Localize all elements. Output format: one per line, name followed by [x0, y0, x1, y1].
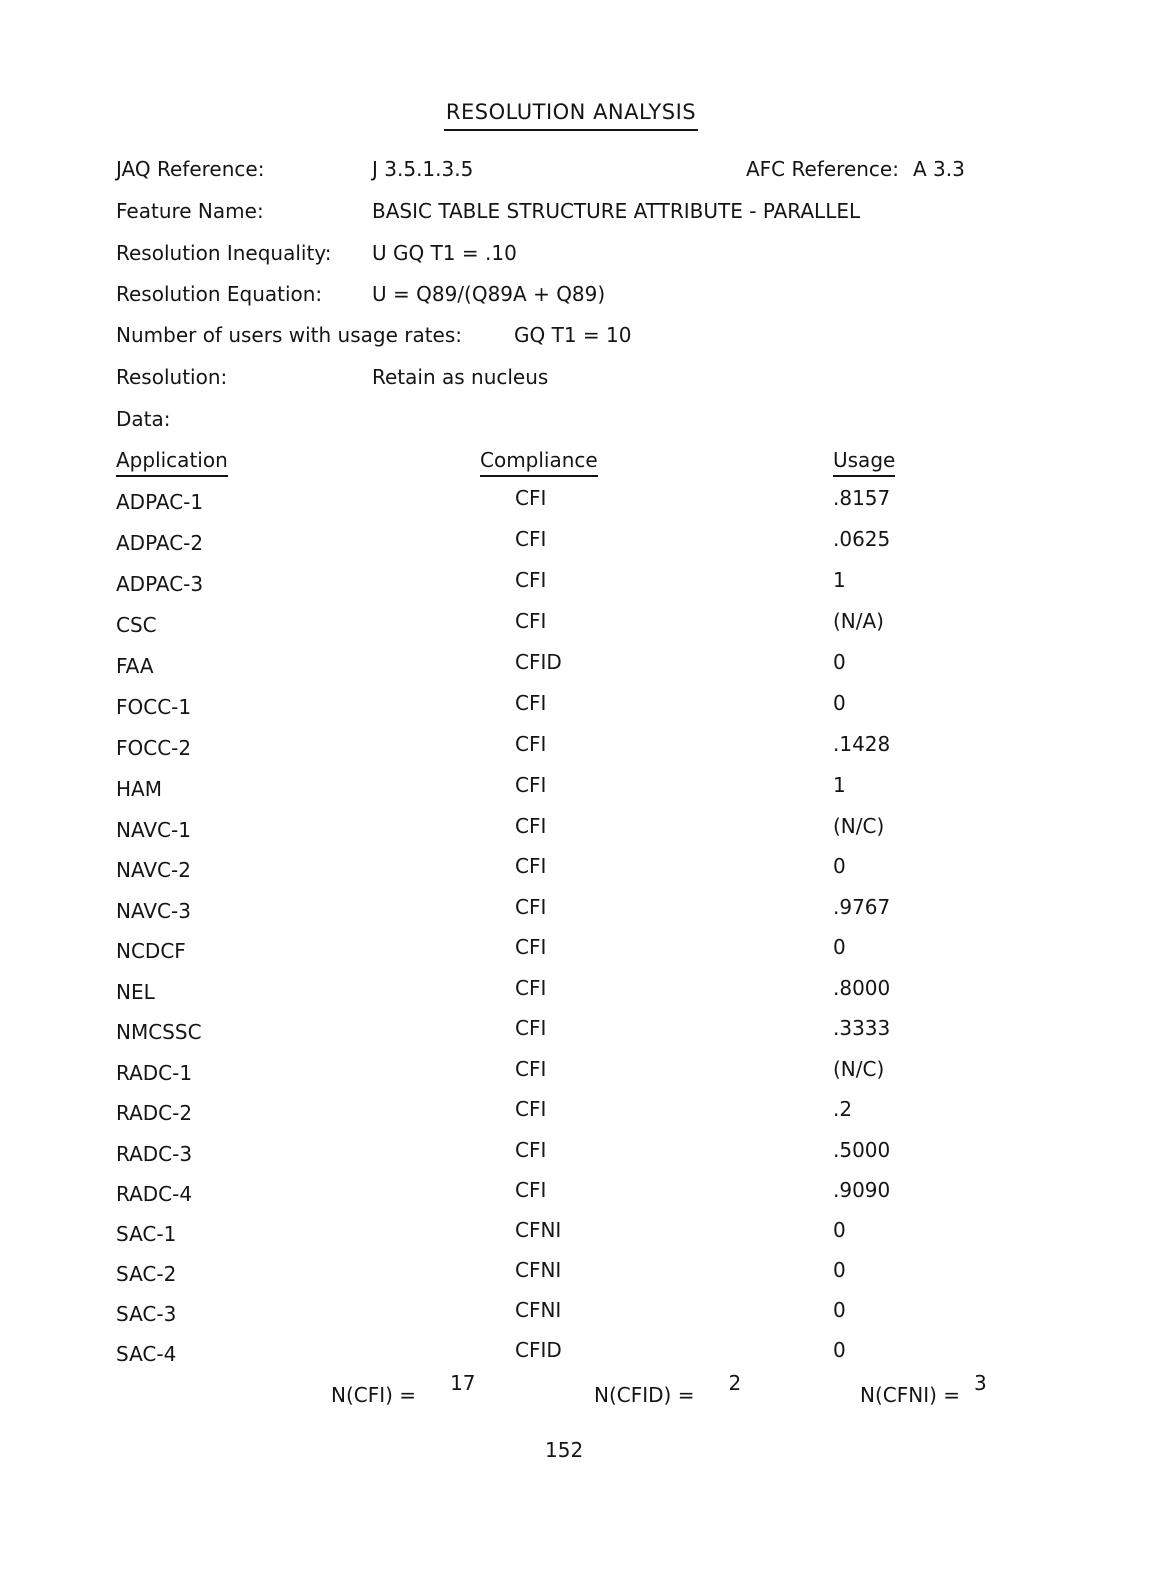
table-row	[0, 935, 1167, 971]
cell-compliance: CFNI	[515, 1298, 562, 1322]
cell-application: SAC-4	[116, 1342, 177, 1366]
cell-usage: .5000	[833, 1138, 891, 1162]
cell-compliance: CFNI	[515, 1218, 562, 1242]
cell-application: NAVC-1	[116, 818, 191, 842]
table-row	[0, 691, 1167, 727]
cell-application: RADC-2	[116, 1101, 193, 1125]
cell-application: ADPAC-1	[116, 490, 204, 514]
cell-compliance: CFI	[515, 814, 547, 838]
cell-usage: (N/C)	[833, 1057, 885, 1081]
table-row	[0, 814, 1167, 850]
total-cfi-value: 17	[450, 1371, 476, 1395]
table-row	[0, 773, 1167, 809]
table-row	[0, 1097, 1167, 1133]
cell-usage: 0	[833, 691, 846, 715]
cell-compliance: CFI	[515, 1178, 547, 1202]
cell-usage: 0	[833, 1298, 846, 1322]
cell-application: ADPAC-2	[116, 531, 204, 555]
page-title	[0, 100, 1142, 131]
page-number: 152	[545, 1438, 584, 1462]
cell-application: FOCC-1	[116, 695, 192, 719]
cell-usage: 0	[833, 935, 846, 959]
cell-application: FOCC-2	[116, 736, 192, 760]
cell-application: SAC-1	[116, 1222, 177, 1246]
cell-usage: 0	[833, 1218, 846, 1242]
total-cfid-value: 2	[728, 1371, 742, 1395]
total-cfid	[594, 1371, 742, 1407]
cell-compliance: CFI	[515, 486, 547, 510]
resolution-inequality-value: U GQ T1 = .10	[372, 241, 517, 265]
table-row	[0, 1057, 1167, 1093]
table-row	[0, 1138, 1167, 1174]
total-cfi	[331, 1371, 476, 1407]
table-row	[0, 1258, 1167, 1294]
cell-compliance: CFI	[515, 854, 547, 878]
cell-usage: .8157	[833, 486, 891, 510]
cell-usage: (N/A)	[833, 609, 884, 633]
table-row	[0, 854, 1167, 890]
users-with-usage-label: Number of users with usage rates:	[116, 323, 463, 347]
feature-name-label: Feature Name:	[116, 199, 264, 223]
table-row	[0, 1298, 1167, 1334]
table-row	[0, 609, 1167, 645]
cell-usage: 0	[833, 1338, 846, 1362]
cell-application: RADC-1	[116, 1061, 193, 1085]
cell-compliance: CFI	[515, 609, 547, 633]
column-header-usage: Usage	[833, 448, 895, 477]
afc-reference-label: AFC Reference:	[746, 157, 899, 181]
table-row	[0, 650, 1167, 686]
jaq-reference-value: J 3.5.1.3.5	[372, 157, 474, 181]
table-row	[0, 1338, 1167, 1374]
cell-application: ADPAC-3	[116, 572, 204, 596]
total-cfni	[860, 1371, 987, 1407]
cell-compliance: CFI	[515, 1097, 547, 1121]
cell-compliance: CFI	[515, 1016, 547, 1040]
table-row	[0, 732, 1167, 768]
cell-usage: .1428	[833, 732, 891, 756]
cell-compliance: CFI	[515, 773, 547, 797]
cell-application: NAVC-2	[116, 858, 191, 882]
data-label: Data:	[116, 407, 171, 431]
cell-compliance: CFI	[515, 568, 547, 592]
cell-usage: (N/C)	[833, 814, 885, 838]
cell-usage: 1	[833, 568, 846, 592]
total-cfni-value: 3	[974, 1371, 987, 1395]
table-row	[0, 527, 1167, 563]
feature-name-value: BASIC TABLE STRUCTURE ATTRIBUTE - PARALLEL	[372, 199, 861, 223]
cell-application: NCDCF	[116, 939, 186, 963]
page-title-text: RESOLUTION ANALYSIS	[444, 100, 698, 131]
cell-application: SAC-2	[116, 1262, 177, 1286]
cell-compliance: CFI	[515, 935, 547, 959]
cell-compliance: CFNI	[515, 1258, 562, 1282]
cell-application: RADC-4	[116, 1182, 193, 1206]
resolution-equation-label: Resolution Equation:	[116, 282, 323, 306]
table-row	[0, 1016, 1167, 1052]
cell-application: CSC	[116, 613, 157, 637]
cell-usage: 0	[833, 854, 846, 878]
cell-compliance: CFI	[515, 732, 547, 756]
cell-application: NEL	[116, 980, 155, 1004]
cell-compliance: CFID	[515, 1338, 562, 1362]
cell-usage: .9090	[833, 1178, 891, 1202]
resolution-label: Resolution:	[116, 365, 228, 389]
table-row	[0, 976, 1167, 1012]
cell-application: FAA	[116, 654, 154, 678]
table-row	[0, 1178, 1167, 1214]
cell-compliance: CFI	[515, 895, 547, 919]
users-with-usage-value: GQ T1 = 10	[514, 323, 632, 347]
total-cfid-label: N(CFID) =	[594, 1383, 695, 1407]
total-cfi-label: N(CFI) =	[331, 1383, 417, 1407]
cell-compliance: CFID	[515, 650, 562, 674]
cell-usage: .2	[833, 1097, 853, 1121]
table-row	[0, 486, 1167, 522]
cell-compliance: CFI	[515, 976, 547, 1000]
cell-application: RADC-3	[116, 1142, 193, 1166]
afc-reference-value: A 3.3	[912, 157, 965, 181]
cell-compliance: CFI	[515, 527, 547, 551]
cell-application: SAC-3	[116, 1302, 177, 1326]
cell-application: HAM	[116, 777, 162, 801]
resolution-equation-value: U = Q89/(Q89A + Q89)	[372, 282, 606, 306]
cell-usage: 0	[833, 1258, 846, 1282]
cell-usage: 1	[833, 773, 846, 797]
cell-application: NAVC-3	[116, 899, 191, 923]
cell-usage: .0625	[833, 527, 891, 551]
column-header-compliance: Compliance	[480, 448, 598, 477]
table-row	[0, 568, 1167, 604]
afc-reference	[746, 157, 965, 181]
cell-application: NMCSSC	[116, 1020, 202, 1044]
cell-compliance: CFI	[515, 1138, 547, 1162]
cell-compliance: CFI	[515, 691, 547, 715]
cell-usage: .3333	[833, 1016, 891, 1040]
cell-usage: .8000	[833, 976, 891, 1000]
total-cfni-label: N(CFNI) =	[860, 1383, 961, 1407]
cell-compliance: CFI	[515, 1057, 547, 1081]
resolution-value: Retain as nucleus	[372, 365, 549, 389]
cell-usage: .9767	[833, 895, 891, 919]
cell-usage: 0	[833, 650, 846, 674]
resolution-inequality-label: Resolution Inequality:	[116, 241, 332, 265]
column-header-application: Application	[116, 448, 228, 477]
table-row	[0, 1218, 1167, 1254]
table-row	[0, 895, 1167, 931]
jaq-reference-label: JAQ Reference:	[116, 157, 265, 181]
